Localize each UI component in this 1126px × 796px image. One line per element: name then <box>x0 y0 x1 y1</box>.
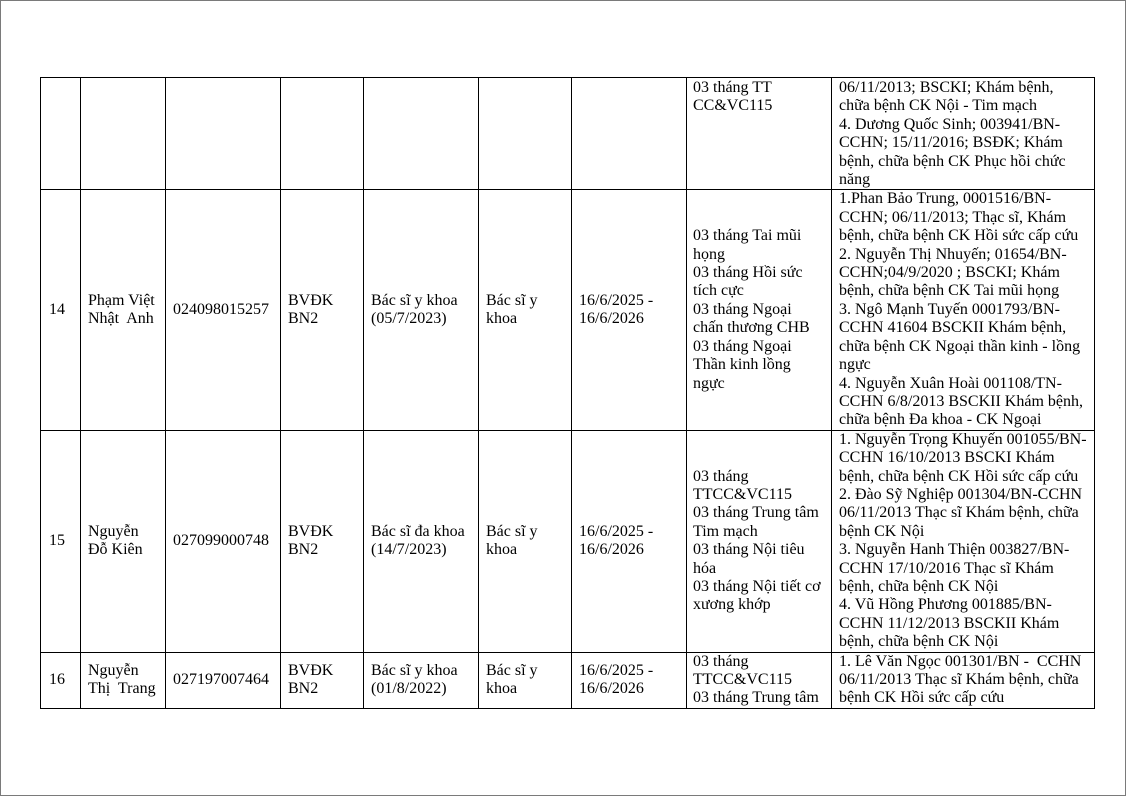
stt-cell <box>41 78 81 190</box>
supervisors-cell: 1. Nguyễn Trọng Khuyến 001055/BN- CCHN 16/10/2013 BSCKI Khám bệnh, chữa bệnh CK Hồi sức cấp cứu 2. Đào Sỹ Nghiệp 001304/BN-CCHN 06/11/2013 Thạc sĩ Khám bệnh, chữa bệnh CK Nội 3. Nguyễn Hanh Thiện 003827/BN- CCHN 17/10/2016 Thạc sĩ Khám bệnh, chữa bệnh CK Nội 4. Vũ Hồng Phương 001885/BN- CCHN 11/12/2013 BSCKII Khám bệnh, chữa bệnh CK Nội <box>832 430 1095 652</box>
name-cell: Nguyễn Thị Trang <box>81 652 166 708</box>
stt-cell: 15 <box>41 430 81 652</box>
table-row-14 <box>41 190 1095 430</box>
degree-cell <box>364 78 479 190</box>
supervisors-cell: 1. Lê Văn Ngọc 001301/BN - CCHN 06/11/2013 Thạc sĩ Khám bệnh, chữa bệnh CK Hồi sức cấp cứu <box>832 652 1095 708</box>
scope-cell <box>479 78 572 190</box>
degree-cell: Bác sĩ y khoa (01/8/2022) <box>364 652 479 708</box>
citizen-id-cell: 027099000748 <box>166 430 281 652</box>
scope-cell: Bác sĩ y khoa <box>479 430 572 652</box>
citizen-id-cell: 027197007464 <box>166 652 281 708</box>
practice-registration-table <box>40 77 1095 709</box>
workplace-cell <box>281 78 364 190</box>
training-cell: 03 tháng TTCC&VC115 03 tháng Trung tâm Tim mạch 03 tháng Nội tiêu hóa 03 tháng Nội tiết cơ xương khớp <box>687 430 832 652</box>
table-row-15 <box>41 430 1095 652</box>
workplace-cell: BVĐK BN2 <box>281 430 364 652</box>
stt-cell: 16 <box>41 652 81 708</box>
period-cell: 16/6/2025 - 16/6/2026 <box>572 652 687 708</box>
scope-cell: Bác sĩ y khoa <box>479 652 572 708</box>
degree-cell: Bác sĩ đa khoa (14/7/2023) <box>364 430 479 652</box>
citizen-id-cell: 024098015257 <box>166 190 281 430</box>
training-cell: 03 tháng TTCC&VC115 03 tháng Trung tâm <box>687 652 832 708</box>
training-cell: 03 tháng Tai mũi họng 03 tháng Hồi sức tích cực 03 tháng Ngoại chấn thương CHB 03 tháng Ngoại Thần kinh lồng ngực <box>687 190 832 430</box>
stt-cell: 14 <box>41 190 81 430</box>
table-row-continued <box>41 78 1095 190</box>
training-cell: 03 tháng TT CC&VC115 <box>687 78 832 190</box>
scope-cell: Bác sĩ y khoa <box>479 190 572 430</box>
citizen-id-cell <box>166 78 281 190</box>
degree-cell: Bác sĩ y khoa (05/7/2023) <box>364 190 479 430</box>
supervisors-cell: 06/11/2013; BSCKI; Khám bệnh, chữa bệnh CK Nội - Tim mạch 4. Dương Quốc Sinh; 003941/BN- CCHN; 15/11/2016; BSĐK; Khám bệnh, chữa bệnh CK Phục hồi chức năng <box>832 78 1095 190</box>
name-cell: Phạm Việt Nhật Anh <box>81 190 166 430</box>
workplace-cell: BVĐK BN2 <box>281 190 364 430</box>
name-cell <box>81 78 166 190</box>
period-cell: 16/6/2025 - 16/6/2026 <box>572 430 687 652</box>
supervisors-cell: 1.Phan Bảo Trung, 0001516/BN- CCHN; 06/11/2013; Thạc sĩ, Khám bệnh, chữa bệnh CK Hồi sức cấp cứu 2. Nguyễn Thị Nhuyến; 01654/BN- CCHN;04/9/2020 ; BSCKI; Khám bệnh, chữa bệnh CK Tai mũi họng 3. Ngô Mạnh Tuyến 0001793/BN- CCHN 41604 BSCKII Khám bệnh, chữa bệnh CK Ngoại thần kinh - lồng ngực 4. Nguyễn Xuân Hoài 001108/TN- CCHN 6/8/2013 BSCKII Khám bệnh, chữa bệnh Đa khoa - CK Ngoại <box>832 190 1095 430</box>
period-cell <box>572 78 687 190</box>
table-row-16 <box>41 652 1095 708</box>
name-cell: Nguyễn Đỗ Kiên <box>81 430 166 652</box>
workplace-cell: BVĐK BN2 <box>281 652 364 708</box>
period-cell: 16/6/2025 - 16/6/2026 <box>572 190 687 430</box>
